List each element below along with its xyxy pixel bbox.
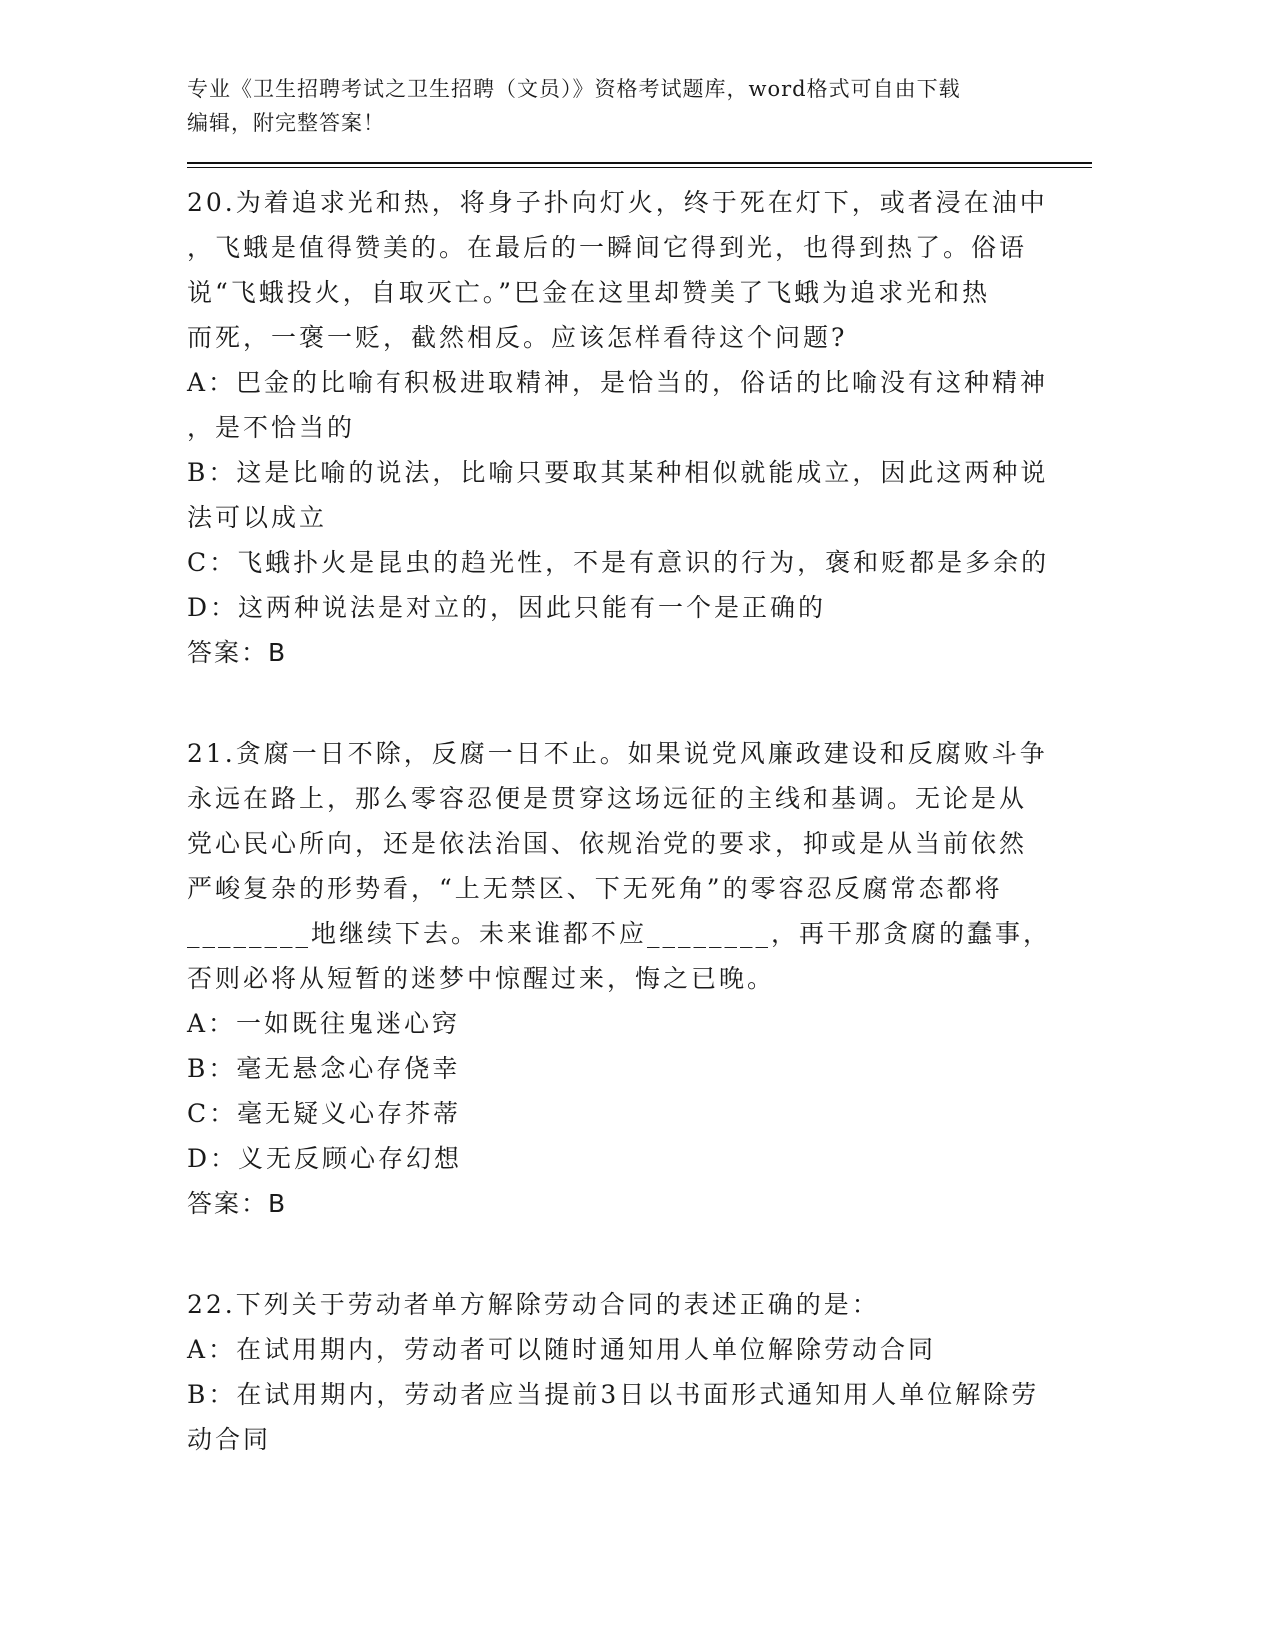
stem-line: ________地继续下去。未来谁都不应________，再干那贪腐的蠢事， [187, 919, 1052, 948]
stem-line: 严峻复杂的形势看，“上无禁区、下无死角”的零容忍反腐常态都将 [187, 874, 1003, 903]
option-a [187, 1001, 1092, 1046]
document-header [187, 72, 1092, 140]
option-c [187, 540, 1092, 585]
question-spacer [187, 1226, 1092, 1282]
stem-line: 21.贪腐一日不除，反腐一日不止。如果说党风廉政建设和反腐败斗争 [187, 739, 1048, 768]
option-line: B：在试用期内，劳动者应当提前3日以书面形式通知用人单位解除劳 [187, 1380, 1040, 1409]
option-b [187, 1046, 1092, 1091]
stem-line: 而死，一褒一贬，截然相反。应该怎样看待这个问题? [187, 323, 848, 352]
stem-line: 22.下列关于劳动者单方解除劳动合同的表述正确的是： [187, 1290, 880, 1319]
option-line: A：一如既往鬼迷心窍 [187, 1009, 461, 1038]
question-list [187, 180, 1092, 1462]
answer-line: 答案：B [187, 638, 288, 667]
option-a [187, 1327, 1092, 1372]
header-divider-thin [187, 167, 1092, 168]
question-20 [187, 180, 1092, 675]
stem-line: 党心民心所向，还是依法治国、依规治党的要求，抑或是从当前依然 [187, 829, 1028, 858]
stem-line: 否则必将从短暂的迷梦中惊醒过来，悔之已晚。 [187, 964, 776, 993]
header-line-1: 专业《卫生招聘考试之卫生招聘（文员）》资格考试题库，word格式可自由下载 [187, 77, 961, 101]
option-line: C：飞蛾扑火是昆虫的趋光性，不是有意识的行为，褒和贬都是多余的 [187, 548, 1050, 577]
option-a [187, 360, 1092, 450]
question-stem [187, 180, 1092, 360]
option-d [187, 585, 1092, 630]
question-22 [187, 1282, 1092, 1462]
document-page [187, 72, 1092, 1462]
option-line: ，是不恰当的 [187, 413, 356, 442]
option-line: A：巴金的比喻有积极进取精神，是恰当的，俗话的比喻没有这种精神 [187, 368, 1049, 397]
option-line: A：在试用期内，劳动者可以随时通知用人单位解除劳动合同 [187, 1335, 937, 1364]
option-line: B：这是比喻的说法，比喻只要取其某种相似就能成立，因此这两种说 [187, 458, 1049, 487]
stem-line: 说“飞蛾投火，自取灭亡。”巴金在这里却赞美了飞蛾为追求光和热 [187, 278, 991, 307]
question-21 [187, 731, 1092, 1226]
question-spacer [187, 675, 1092, 731]
header-divider-thick [187, 162, 1092, 164]
stem-line: 永远在路上，那么零容忍便是贯穿这场远征的主线和基调。无论是从 [187, 784, 1028, 813]
stem-line: 20.为着追求光和热，将身子扑向灯火，终于死在灯下，或者浸在油中 [187, 188, 1048, 217]
option-c [187, 1091, 1092, 1136]
option-line: 法可以成立 [187, 503, 328, 532]
option-d [187, 1136, 1092, 1181]
question-stem [187, 1282, 1092, 1327]
option-line: C：毫无疑义心存芥蒂 [187, 1099, 462, 1128]
option-line: 动合同 [187, 1425, 272, 1454]
option-line: B：毫无悬念心存侥幸 [187, 1054, 461, 1083]
header-line-2: 编辑，附完整答案！ [187, 111, 385, 135]
option-line: D：这两种说法是对立的，因此只能有一个是正确的 [187, 593, 827, 622]
question-stem [187, 731, 1092, 1001]
answer-line: 答案：B [187, 1189, 288, 1218]
option-line: D：义无反顾心存幻想 [187, 1144, 463, 1173]
option-b [187, 450, 1092, 540]
option-b [187, 1372, 1092, 1462]
stem-line: ，飞蛾是值得赞美的。在最后的一瞬间它得到光，也得到热了。俗语 [187, 233, 1028, 262]
